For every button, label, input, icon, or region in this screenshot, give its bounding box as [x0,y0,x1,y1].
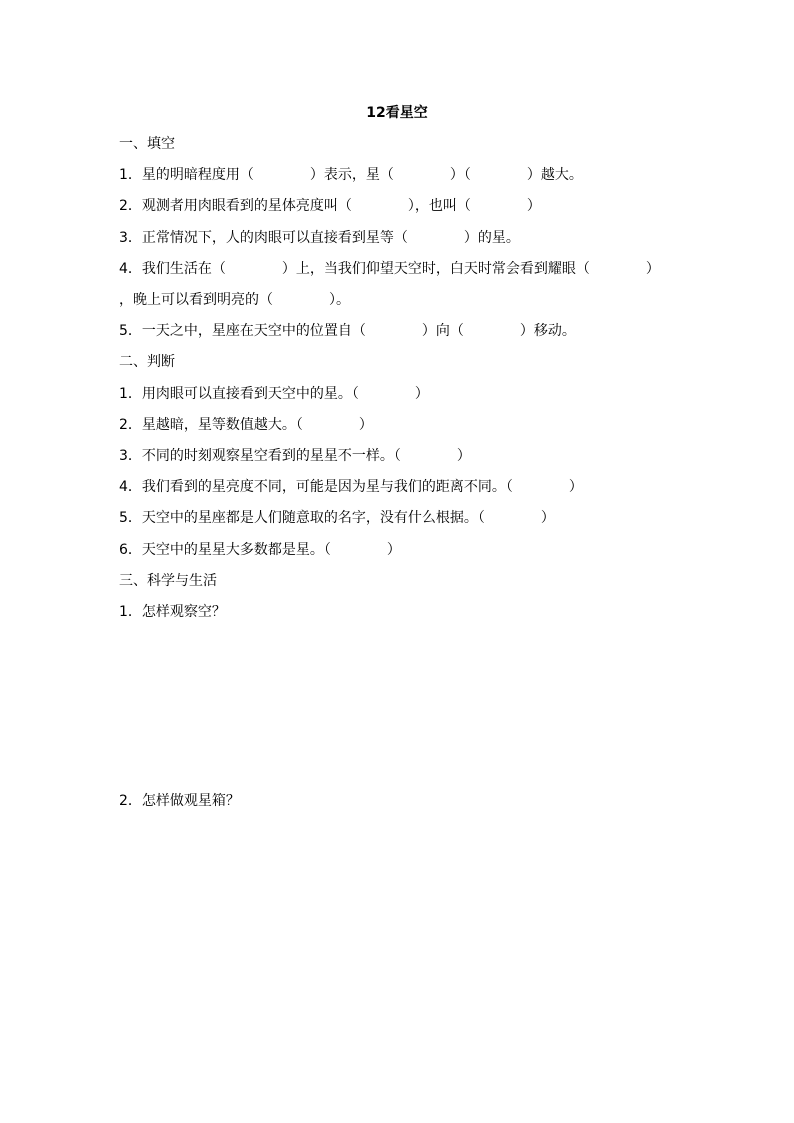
judge-item-6: 6．天空中的星星大多数都是星。（ ） [119,542,401,558]
question-item-1: 1．怎样观察空？ [119,604,226,620]
judge-item-5: 5．天空中的星座都是人们随意取的名字，没有什么根据。（ ） [119,510,555,526]
fill-item-1: 1．星的明暗程度用（ ）表示，星（ ）（ ）越大。 [119,167,583,183]
judge-item-4: 4．我们看到的星亮度不同，可能是因为星与我们的距离不同。（ ） [119,479,583,495]
fill-item-4-continued: ，晚上可以看到明亮的（ ）。 [119,292,350,308]
fill-item-2: 2．观测者用肉眼看到的星体亮度叫（ ），也叫（ ） [119,198,541,214]
fill-item-4: 4．我们生活在（ ）上，当我们仰望天空时，白天时常会看到耀眼（ ） [119,261,660,277]
section-heading-judge: 二、判断 [119,354,175,370]
judge-item-3: 3．不同的时刻观察星空看到的星星不一样。（ ） [119,448,471,464]
fill-item-5: 5．一天之中，星座在天空中的位置自（ ）向（ ）移动。 [119,323,576,339]
judge-item-2: 2．星越暗，星等数值越大。（ ） [119,417,373,433]
judge-item-1: 1．用肉眼可以直接看到天空中的星。（ ） [119,386,429,402]
section-heading-fill-blank: 一、填空 [119,136,175,152]
section-heading-science-life: 三、科学与生活 [119,573,217,589]
fill-item-3: 3．正常情况下，人的肉眼可以直接看到星等（ ）的星。 [119,230,520,246]
page-title: 12看星空 [366,105,428,121]
question-item-2: 2．怎样做观星箱？ [119,793,240,809]
